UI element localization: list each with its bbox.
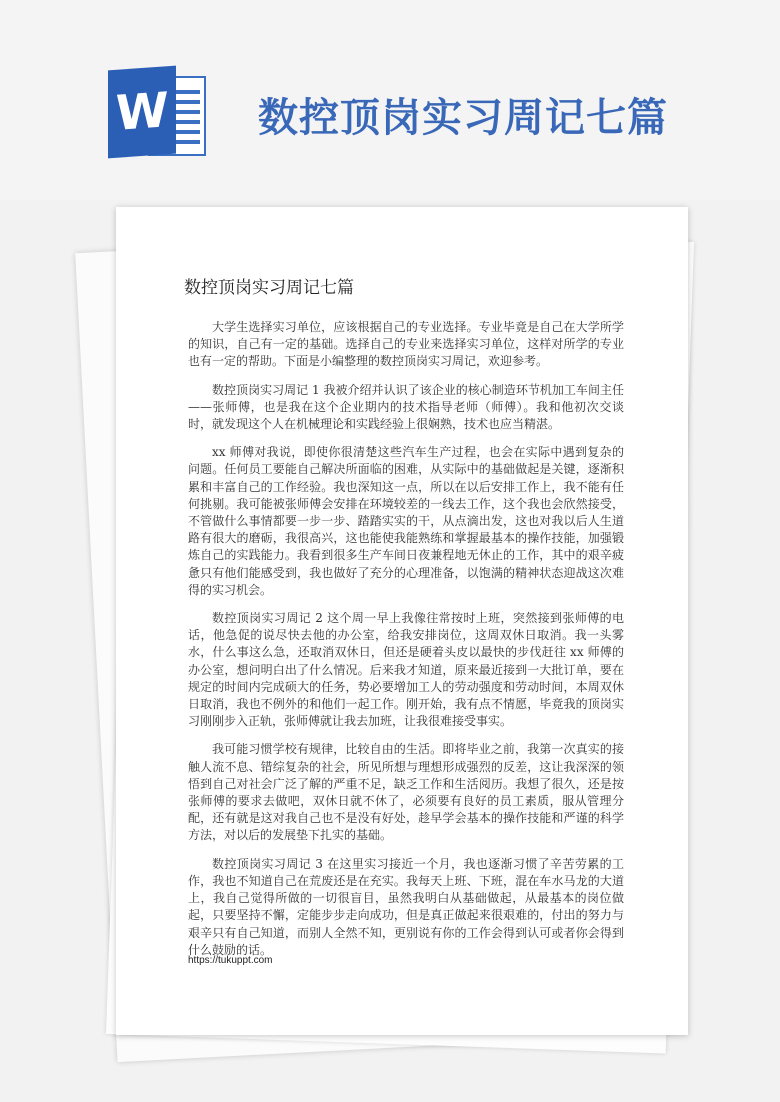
- paragraph: xx 师傅对我说，即使你很清楚这些汽车生产过程，也会在实际中遇到复杂的问题。任何员工要能自己解决所面临的困难，从实际中的基础做起是关键，逐渐积累和丰富自己的工作经验。我也深知这一点，所以在以后安排工作上，我不能有任何挑剔。我可能被张师傅会安排在环境较差的一线去工作，这个我也会欣然接受，不管做什么事情都要一步一步、踏踏实实的干，从点滴出发，这也对我以后人生道路有很大的磨砺，我很高兴，这也能使我能熟练和掌握最基本的操作技能，加强锻炼自己的实践能力。我看到很多生产车间日夜兼程地无休止的工作，其中的艰辛疲惫只有他们能感受到，我也做好了充分的心理准备，以饱满的精神状态迎战这次难得的实习机会。: [188, 445, 624, 597]
- document-title: 数控顶岗实习周记七篇: [184, 278, 354, 298]
- word-logo-letter: W: [108, 66, 176, 159]
- document-body: [188, 319, 624, 970]
- footer-url[interactable]: https://tukuppt.com: [188, 955, 273, 966]
- paragraph: 数控顶岗实习周记 2 这个周一早上我像往常按时上班，突然接到张师傅的电话，他急促的说尽快去他的办公室，给我安排岗位，这周双休日取消。我一头雾水，什么事这么急，还取消双休日，但还是硬着头皮以最快的步伐赶往 xx 师傅的办公室，想问明白出了什么情况。后来我才知道，原来最近接到一大批订单，要在规定的时间内完成硕大的任务，势必要增加工人的劳动强度和劳动时间，本周双休日取消，我也不例外的和他们一起工作。刚开始，我有点不情愿，毕竟我的顶岗实习刚刚步入正轨，张师傅就让我去加班，让我很难接受事实。: [188, 611, 624, 729]
- paragraph: 大学生选择实习单位，应该根据自己的专业选择。专业毕竟是自己在大学所学的知识，自己有一定的基础。选择自己的专业来选择实习单位，这样对所学的专业也有一定的帮助。下面是小编整理的数控顶岗实习周记，欢迎参考。: [188, 320, 624, 369]
- banner: [0, 0, 780, 200]
- paragraph: 我可能习惯学校有规律，比较自由的生活。即将毕业之前，我第一次真实的接触人流不息、错综复杂的社会，所见所想与理想形成强烈的反差，这让我深深的领悟到自己对社会广泛了解的严重不足，缺乏工作和生活阅历。我想了很久，还是按张师傅的要求去做吧，双休日就不休了，必须要有良好的员工素质，服从管理分配，还有就是这对我自己也不是没有好处，趁早学会基本的操作技能和严谨的科学方法，对以后的发展垫下扎实的基础。: [188, 742, 624, 843]
- word-document-icon: [108, 68, 208, 156]
- banner-title: 数控顶岗实习周记七篇: [258, 95, 668, 141]
- paragraph: 数控顶岗实习周记 3 在这里实习接近一个月，我也逐渐习惯了辛苦劳累的工作，我也不知道自己在荒废还是在充实。我每天上班、下班，混在车水马龙的大道上，我自己觉得所做的一切很盲目，虽然我明白从基础做起，从最基本的岗位做起，只要坚持不懈，定能步步走向成功，但是真正做起来很艰难的，付出的努力与艰辛只有自己知道，而别人全然不知，更别说有你的工作会得到认可或者你会得到什么鼓励的话。: [188, 856, 624, 957]
- paragraph: 数控顶岗实习周记 1 我被介绍并认识了该企业的核心制造环节机加工车间主任——张师傅，也是我在这个企业期内的技术指导老师（师傅）。我和他初次交谈时，就发现这个人在机械理论和实践经验上很娴熟，技术也应当精湛。: [188, 382, 624, 432]
- document-page: [116, 207, 688, 1035]
